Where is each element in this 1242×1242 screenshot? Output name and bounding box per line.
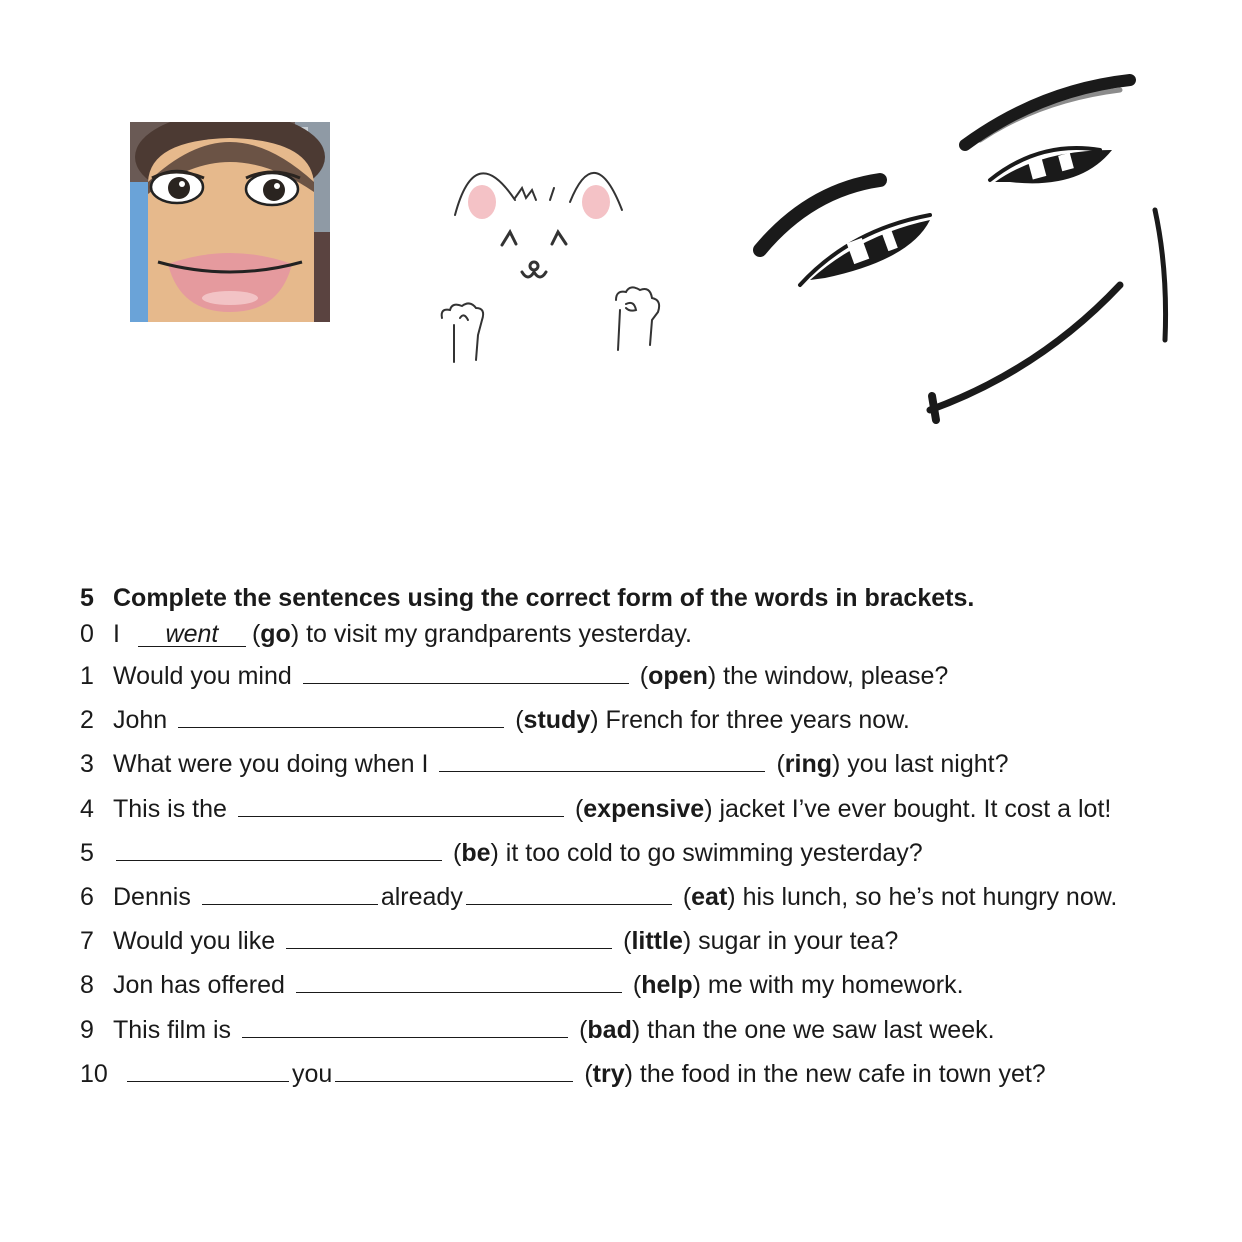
item-text-after: me with my homework.: [707, 971, 964, 1000]
example-answer: went: [138, 622, 246, 647]
item-number: 6: [80, 882, 94, 911]
item-text-before: Would you mind: [113, 662, 292, 690]
exercise-section: [80, 578, 1200, 1096]
list-item: 4 This is the (expensive) jacket I’ve ever bought. It cost a lot!: [80, 787, 1200, 831]
answer-blank[interactable]: [242, 1015, 568, 1038]
exercise-instruction: Complete the sentences using the correct form of the words in brackets.: [113, 584, 975, 612]
item-number: 7: [80, 927, 94, 956]
list-item: 8 Jon has offered (help) me with my homework.: [80, 963, 1200, 1007]
list-item: 6 Dennis already (eat) his lunch, so he’s not hungry now.: [80, 875, 1200, 919]
list-item: 1 Would you mind (open) the window, please?: [80, 654, 1200, 698]
item-number: 3: [80, 750, 94, 779]
item-text-after: you last night?: [847, 750, 1009, 779]
item-text-after: it too cold to go swimming yesterday?: [505, 838, 923, 867]
smirking-face-sketch: [740, 70, 1190, 450]
exercise-heading: [80, 578, 1200, 618]
item-number: 1: [80, 662, 94, 690]
bracket-word: ring: [784, 750, 833, 779]
item-text-middle: you: [292, 1059, 333, 1088]
bracket-word: eat: [691, 882, 728, 911]
item-number: 4: [80, 794, 94, 823]
item-number: 5: [80, 838, 94, 867]
item-text-after: sugar in your tea?: [698, 927, 899, 956]
list-item: 2 John (study) French for three years now.: [80, 698, 1200, 742]
item-text-before: Would you like: [113, 927, 276, 956]
list-item: 3 What were you doing when I (ring) you last night?: [80, 742, 1200, 786]
bracket-word: try: [592, 1059, 625, 1088]
bracket-word: go: [260, 620, 291, 648]
bracket-word: be: [461, 838, 491, 867]
item-text-before: This is the: [113, 794, 227, 823]
bracket-word: help: [641, 971, 693, 1000]
item-number: 9: [80, 1015, 94, 1044]
item-text-before: I: [113, 620, 120, 648]
item-number: 8: [80, 971, 94, 1000]
bracket-word: bad: [587, 1015, 632, 1044]
item-text-before: John: [113, 706, 168, 735]
item-text-after: jacket I’ve ever bought. It cost a lot!: [719, 794, 1112, 823]
bracket-word: little: [631, 927, 683, 956]
item-text-after: his lunch, so he’s not hungry now.: [742, 882, 1118, 911]
bracket-word: study: [523, 706, 591, 735]
list-item: 10 you (try) the food in the new cafe in town yet?: [80, 1052, 1200, 1096]
list-item: 7 Would you like (little) sugar in your tea?: [80, 919, 1200, 963]
answer-blank[interactable]: [238, 794, 564, 817]
cat-doodle-icon: [430, 140, 680, 370]
item-text-after: the food in the new cafe in town yet?: [639, 1059, 1046, 1088]
answer-blank[interactable]: [296, 970, 622, 993]
exercise-number: 5: [80, 584, 94, 612]
item-number: 2: [80, 706, 94, 735]
item-text-before: What were you doing when I: [113, 750, 429, 779]
answer-blank[interactable]: [178, 705, 504, 728]
answer-blank[interactable]: [303, 661, 629, 684]
answer-blank[interactable]: [466, 882, 672, 905]
bracket-word: open: [648, 662, 708, 690]
item-number: 10: [80, 1059, 108, 1088]
answer-blank[interactable]: [335, 1059, 573, 1082]
item-text-after: to visit my grandparents yesterday.: [306, 620, 692, 648]
item-number: 0: [80, 620, 94, 648]
list-item: 5 (be) it too cold to go swimming yesterday?: [80, 831, 1200, 875]
answer-blank[interactable]: [286, 926, 612, 949]
example-item: 0 I went (go) to visit my grandparents yesterday.: [80, 614, 1200, 654]
item-text-before: This film is: [113, 1015, 232, 1044]
bracket-word: expensive: [583, 794, 705, 823]
list-item: 9 This film is (bad) than the one we saw last week.: [80, 1008, 1200, 1052]
answer-blank[interactable]: [439, 749, 765, 772]
item-text-after: than the one we saw last week.: [647, 1015, 995, 1044]
item-text-middle: already: [380, 882, 463, 911]
item-text-before: Jon has offered: [113, 971, 285, 1000]
answer-blank[interactable]: [202, 882, 378, 905]
answer-blank[interactable]: [127, 1059, 289, 1082]
answer-blank[interactable]: [116, 838, 442, 861]
item-text-after: French for three years now.: [605, 706, 910, 735]
item-text-after: the window, please?: [723, 662, 949, 690]
avatar-image: [130, 122, 330, 322]
item-text-before: Dennis: [113, 882, 191, 911]
